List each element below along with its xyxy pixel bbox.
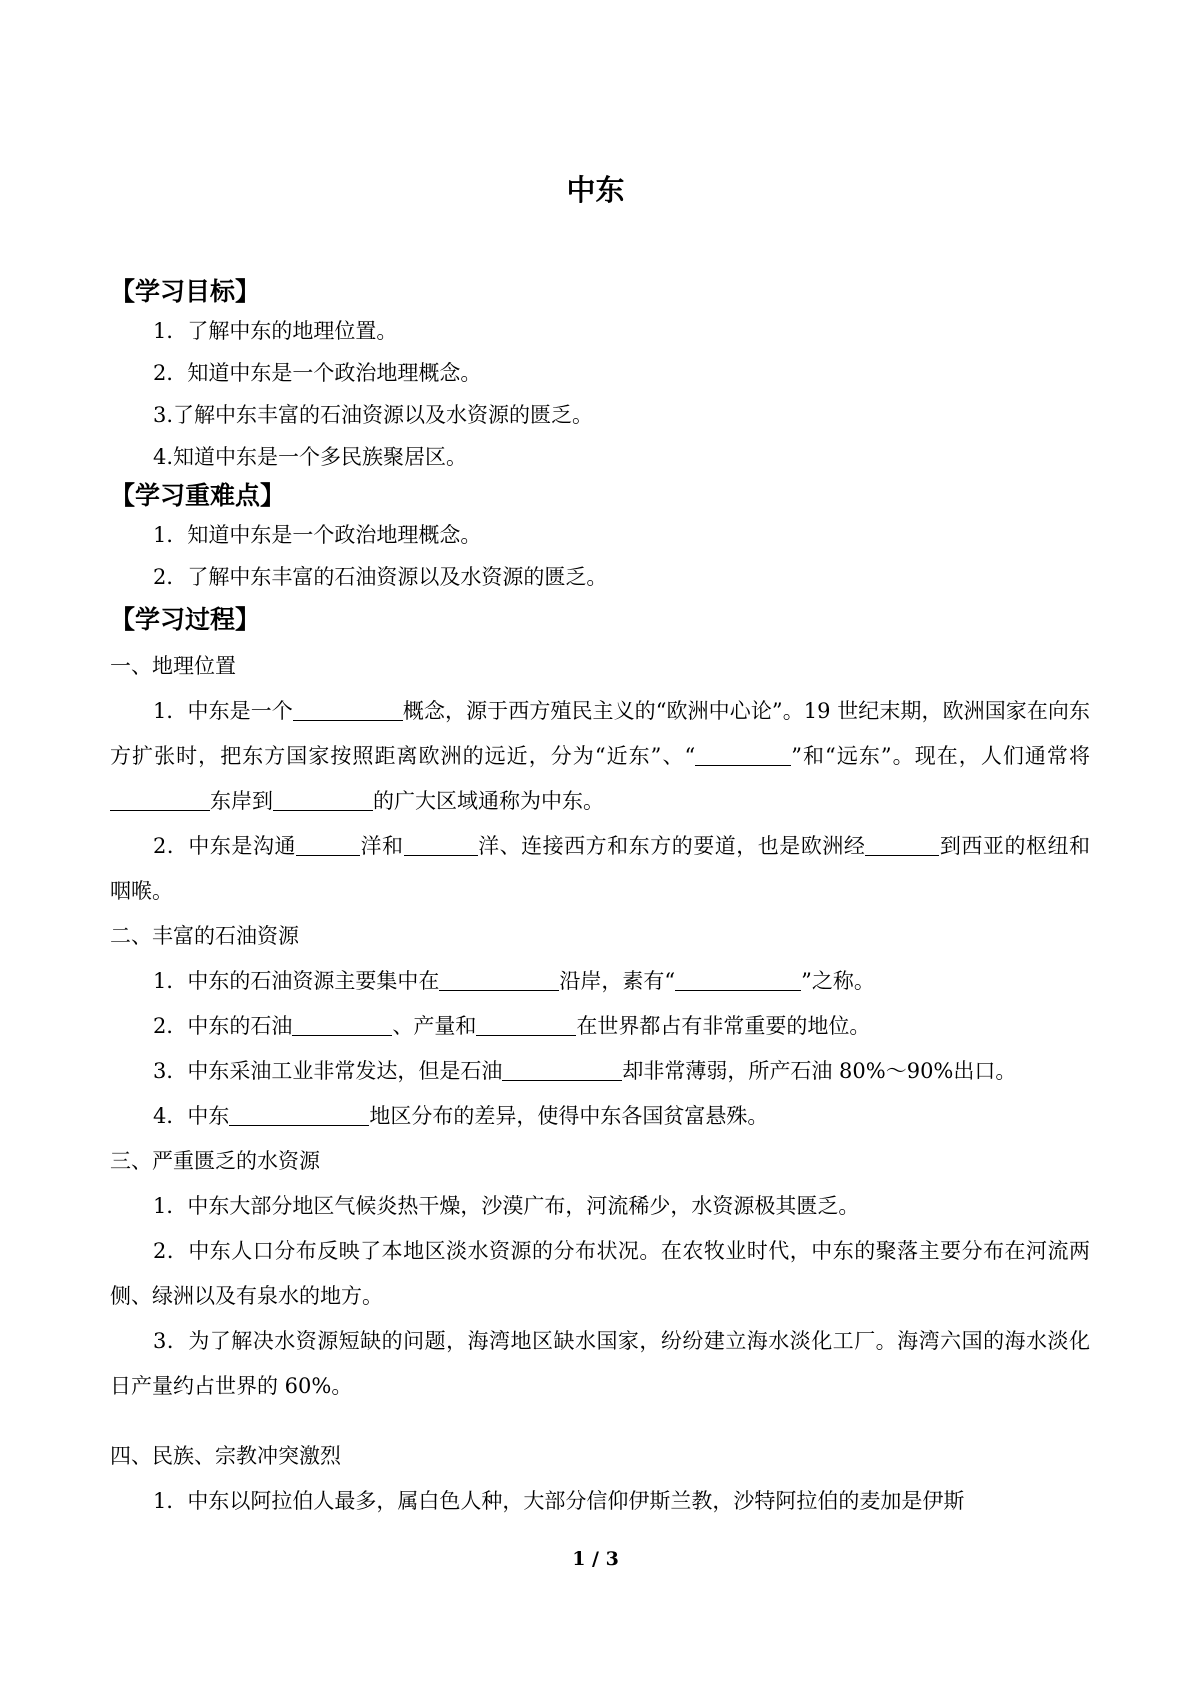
text-run: 的广大区域通称为中东。 xyxy=(373,789,604,813)
section-title: 二、丰富的石油资源 xyxy=(110,924,299,948)
fill-blank[interactable] xyxy=(296,834,360,856)
text-run: 洋、连接西方和东方的要道，也是欧洲经 xyxy=(477,834,866,858)
key-points-heading: 【学习重难点】 xyxy=(110,481,286,510)
fill-blank[interactable] xyxy=(110,789,210,811)
objective-item: 4.知道中东是一个多民族聚居区。 xyxy=(153,445,468,469)
fill-blank[interactable] xyxy=(476,1014,576,1036)
oil-item-3 xyxy=(110,1049,1090,1094)
section-title: 一、地理位置 xyxy=(110,654,236,678)
text-run: 洋和 xyxy=(359,834,404,858)
fill-blank[interactable] xyxy=(439,969,559,991)
fill-blank[interactable] xyxy=(273,789,373,811)
water-paragraph-1: 1．中东大部分地区气候炎热干燥，沙漠广布，河流稀少，水资源极其匮乏。 xyxy=(153,1194,860,1218)
text-run: 却非常薄弱，所产石油 80%～90%出口。 xyxy=(622,1059,1017,1083)
section-title: 三、严重匮乏的水资源 xyxy=(110,1149,320,1173)
objective-item: 1．了解中东的地理位置。 xyxy=(153,319,398,343)
section-title: 四、民族、宗教冲突激烈 xyxy=(110,1444,341,1468)
text-run: 、产量和 xyxy=(392,1014,477,1038)
process-heading: 【学习过程】 xyxy=(110,605,261,634)
text-run: ”和“远东”。现在，人们通常将 xyxy=(791,744,1090,768)
text-run: 在世界都占有非常重要的地位。 xyxy=(576,1014,871,1038)
fill-blank[interactable] xyxy=(293,699,403,721)
objective-item: 2．知道中东是一个政治地理概念。 xyxy=(153,361,482,385)
fill-blank[interactable] xyxy=(229,1104,369,1126)
key-point-item: 1．知道中东是一个政治地理概念。 xyxy=(153,523,482,547)
page-number: 1 / 3 xyxy=(572,1548,619,1570)
text-run: 4．中东 xyxy=(153,1104,230,1128)
fill-blank[interactable] xyxy=(675,969,801,991)
fill-blank[interactable] xyxy=(865,834,939,856)
fill-blank[interactable] xyxy=(695,744,791,766)
text-run: 东岸到 xyxy=(210,789,273,813)
objectives-heading: 【学习目标】 xyxy=(110,277,261,306)
ethnic-paragraph-1: 1．中东以阿拉伯人最多，属白色人种，大部分信仰伊斯兰教，沙特阿拉伯的麦加是伊斯 xyxy=(153,1489,965,1513)
text-run: 1．中东的石油资源主要集中在 xyxy=(153,969,440,993)
oil-item-1 xyxy=(110,959,1090,1004)
text-run: 2．中东的石油 xyxy=(153,1014,293,1038)
water-paragraph-2: 2．中东人口分布反映了本地区淡水资源的分布状况。在农牧业时代，中东的聚落主要分布在河流两侧、绿洲以及有泉水的地方。 xyxy=(110,1239,1090,1308)
fill-blank[interactable] xyxy=(292,1014,392,1036)
text-run: 2．中东是沟通 xyxy=(153,834,296,858)
text-run: 概念，源于西方殖民主义的“欧洲中心论”。19 世纪末期，欧洲国家在向东方扩张时，把东方国家按照距离欧洲的远近，分为“近东”、“ xyxy=(110,699,1090,768)
spacer xyxy=(110,1409,1090,1434)
page-title: 中东 xyxy=(566,173,625,207)
text-run: 到西亚的枢纽和咽喉。 xyxy=(110,834,1090,903)
text-run: 1．中东是一个 xyxy=(153,699,293,723)
document-body xyxy=(110,274,1090,1524)
text-run: 沿岸，素有“ xyxy=(559,969,676,993)
location-paragraph-1 xyxy=(110,689,1090,824)
fill-blank[interactable] xyxy=(502,1059,622,1081)
objective-item: 3.了解中东丰富的石油资源以及水资源的匮乏。 xyxy=(153,403,594,427)
key-point-item: 2．了解中东丰富的石油资源以及水资源的匮乏。 xyxy=(153,565,608,589)
oil-item-4 xyxy=(110,1094,1090,1139)
text-run: 3．中东采油工业非常发达，但是石油 xyxy=(153,1059,503,1083)
fill-blank[interactable] xyxy=(404,834,478,856)
text-run: ”之称。 xyxy=(801,969,875,993)
oil-item-2 xyxy=(110,1004,1090,1049)
text-run: 地区分布的差异，使得中东各国贫富悬殊。 xyxy=(369,1104,769,1128)
water-paragraph-3: 3．为了解决水资源短缺的问题，海湾地区缺水国家，纷纷建立海水淡化工厂。海湾六国的海水淡化日产量约占世界的 60%。 xyxy=(110,1329,1090,1398)
location-paragraph-2 xyxy=(110,824,1090,914)
